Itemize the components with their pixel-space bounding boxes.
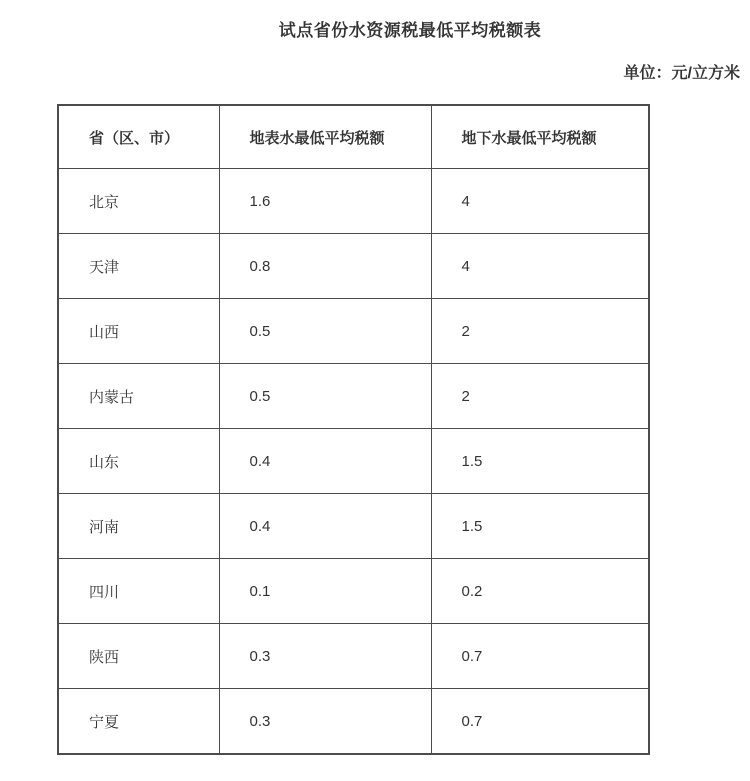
table-header-row	[58, 105, 649, 169]
table-row	[58, 559, 649, 624]
cell-surface-water: 0.4	[219, 494, 431, 559]
cell-province: 内蒙古	[58, 364, 219, 429]
cell-province: 天津	[58, 234, 219, 299]
cell-ground-water: 2	[431, 299, 649, 364]
cell-province: 陕西	[58, 624, 219, 689]
cell-province: 山东	[58, 429, 219, 494]
table-row	[58, 494, 649, 559]
tax-rate-table	[57, 104, 650, 755]
cell-surface-water: 0.8	[219, 234, 431, 299]
cell-surface-water: 0.4	[219, 429, 431, 494]
table-body	[58, 169, 649, 755]
table-row	[58, 429, 649, 494]
cell-surface-water: 0.3	[219, 689, 431, 755]
table-row	[58, 689, 649, 755]
table-row	[58, 234, 649, 299]
cell-surface-water: 0.1	[219, 559, 431, 624]
cell-ground-water: 1.5	[431, 494, 649, 559]
cell-ground-water: 4	[431, 234, 649, 299]
cell-province: 宁夏	[58, 689, 219, 755]
cell-surface-water: 1.6	[219, 169, 431, 234]
table-row	[58, 624, 649, 689]
page-title: 试点省份水资源税最低平均税额表	[278, 21, 542, 40]
cell-surface-water: 0.3	[219, 624, 431, 689]
table-row	[58, 169, 649, 234]
header-ground-water: 地下水最低平均税额	[431, 105, 649, 169]
header-province: 省（区、市）	[58, 105, 219, 169]
unit-label: 单位：元/立方米	[623, 65, 740, 82]
cell-ground-water: 4	[431, 169, 649, 234]
cell-surface-water: 0.5	[219, 364, 431, 429]
cell-ground-water: 0.7	[431, 624, 649, 689]
cell-ground-water: 1.5	[431, 429, 649, 494]
table-row	[58, 364, 649, 429]
cell-province: 河南	[58, 494, 219, 559]
cell-province: 山西	[58, 299, 219, 364]
cell-ground-water: 0.2	[431, 559, 649, 624]
cell-province: 北京	[58, 169, 219, 234]
cell-surface-water: 0.5	[219, 299, 431, 364]
cell-province: 四川	[58, 559, 219, 624]
cell-ground-water: 0.7	[431, 689, 649, 755]
header-surface-water: 地表水最低平均税额	[219, 105, 431, 169]
cell-ground-water: 2	[431, 364, 649, 429]
table-row	[58, 299, 649, 364]
